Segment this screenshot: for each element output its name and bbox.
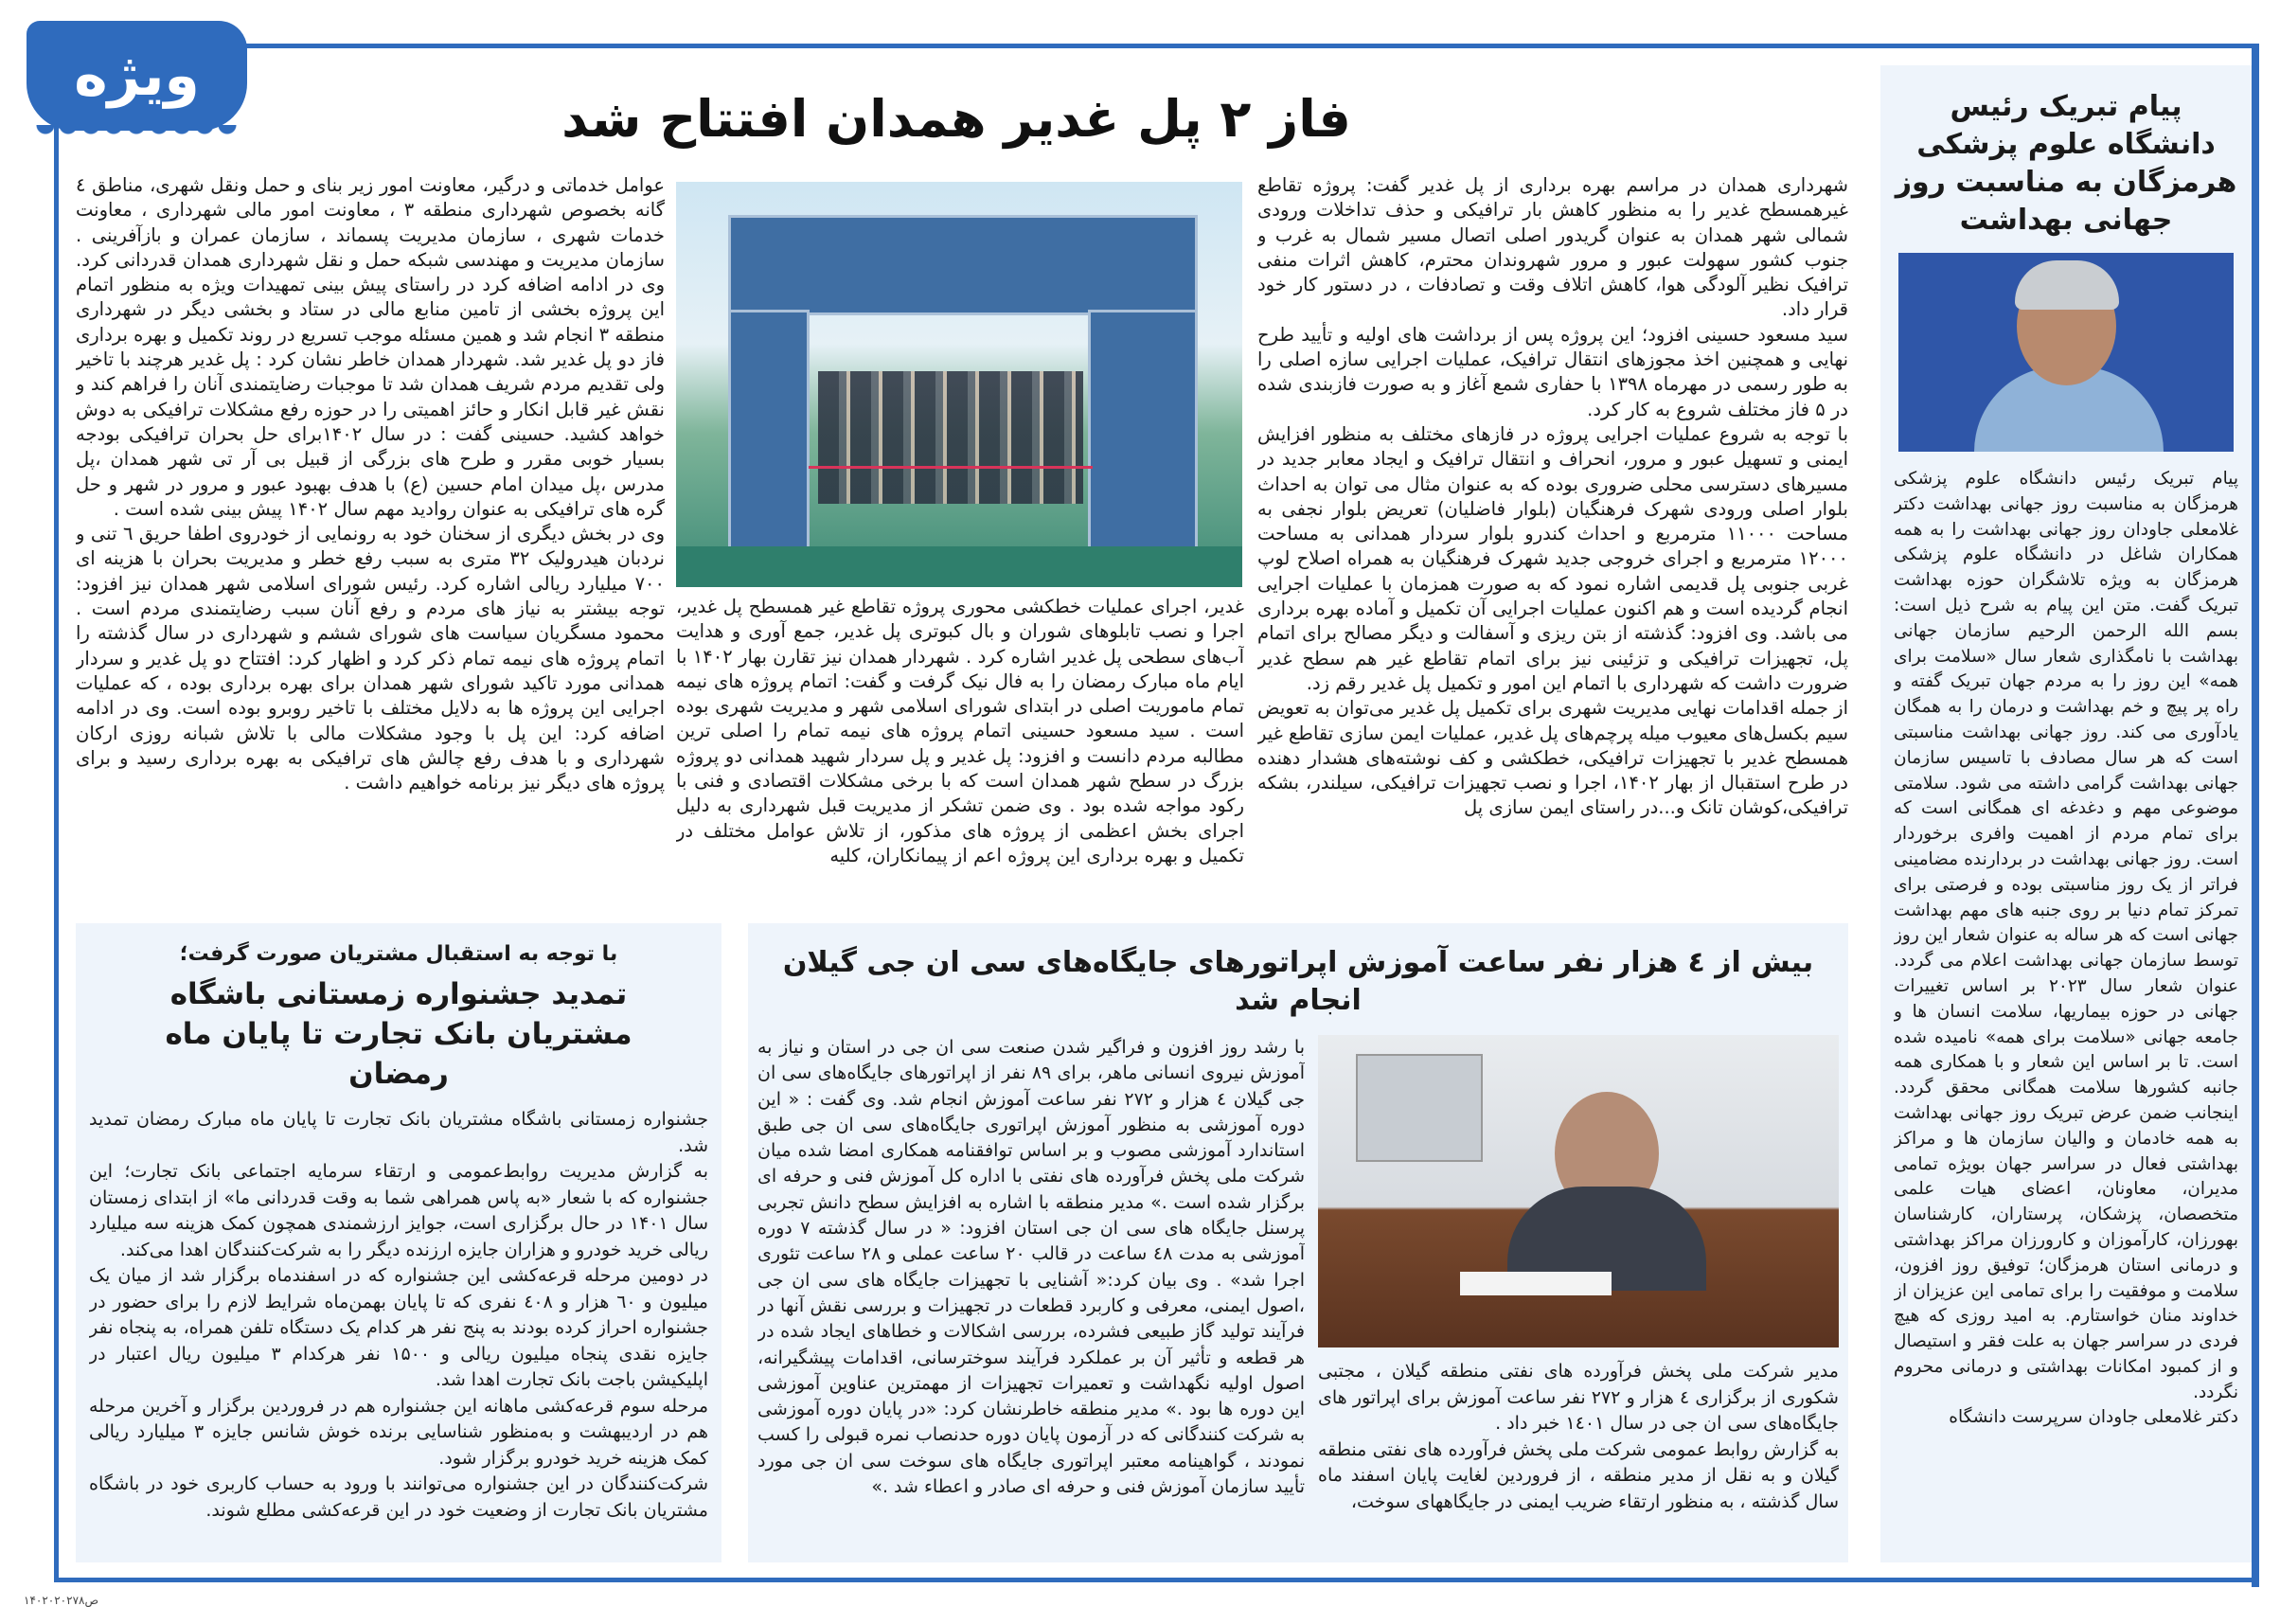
paragraph: مدیر شرکت ملی پخش فرآورده های نفتی منطقه گیلان ، مجتبی شکوری از برگزاری ٤ هزار و ۲۷۲ نفر ساعت آموزش برای اپراتور های جایگاه‌های سی ان جی در سال ۱٤۰۱ خبر داد . bbox=[1318, 1361, 1839, 1434]
paragraph: به گزارش روابط عمومی شرکت ملی پخش فرآورده های نفتی منطقه گیلان و به نقل از مدیر منطقه ، از فروردین لغایت پایان اسفند ماه سال گذشته ، به منظور ارتقاء ضریب ایمنی در جایگاههای سوخت، bbox=[1318, 1438, 1839, 1512]
article-headline: بیش از ٤ هزار نفر ساعت آموزش اپراتورهای جایگاه‌های سی ان جی گیلان انجام شد bbox=[782, 946, 1814, 1017]
article-kicker: با توجه به استقبال مشتریان صورت گرفت؛ bbox=[179, 942, 618, 966]
sidebar-title: پیام تبریک رئیس دانشگاه علوم پزشکی هرمزگان به مناسبت روز جهانی بهداشت bbox=[1895, 90, 2237, 237]
main-article-left-column bbox=[76, 173, 665, 901]
paragraph: با رشد روز افزون و فراگیر شدن صنعت سی ان جی در استان و نیاز به آموزش نیروی انسانی ماهر، برای ۸۹ نفر از اپراتورهای جایگاه‌های سی ان جی گیلان ٤ هزار و ۲۷۲ نفر ساعت آموزش انجام شد. وی گفت : « این دوره آموزشی به منظور آموزش اپراتوری جایگاه‌های سی ان جی طبق استاندارد آموزشی مصوب و بر اساس توافقنامه همکاری امضا شده میان شرکت ملی پخش فرآورده های نفتی با اداره کل آموزش فنی و حرفه ای برگزار شده است .» مدیر منطقه با اشاره به افزایش سطح دانش تجربی پرسنل جایگاه های سی ان جی استان افزود: « در سال گذشته ۷ دوره آموزشی به مدت ٤٨ ساعت در قالب ۲۰ ساعت عملی و ۲۸ ساعت تئوری اجرا شد» . وی بیان کرد:« آشنایی با تجهیزات جایگاه های سی ان جی ،اصول ایمنی، معرفی و کاربرد قطعات در تجهیزات و بررسی نقش آنها در فرآیند تولید گاز طبیعی فشرده، بررسی اشکالات و خطاهای ایجاد شده در هر قطعه و تأثیر آن بر عملکرد فرآیند سوخترسانی، اقدامات پیشگیرانه، اصول اولیه نگهداشت و تعمیرات تجهیزات از مهمترین عناوین آموزشی این دوره ها بود .» مدیر منطقه خاطرنشان کرد: «در پایان دوره آموزشی به شرکت کنندگانی که در آزمون پایان دوره حدنصاب نمره قبولی را کسب نمودند ، گواهینامه معتبر اپراتوری جایگاه های سوخت سی ان جی مورد تأیید سازمان آموزش فنی و حرفه ای صادر و اعطاء شد .» bbox=[757, 1037, 1305, 1498]
paragraph: به گزارش مدیریت روابط‌عمومی و ارتقاء سرمایه اجتماعی بانک تجارت؛ این جشنواره که با شعار «به پاس همراهی شما به وقت قدردانی ما» از ابتدای زمستان سال ۱۴۰۱ در حال برگزاری است، جوایز ارزشمندی همچون کمک هزینه سه میلیارد ریالی خرید خودرو و هزاران جایزه ارزنده دیگر را به شرکت‌کنندگان اهدا می‌کند. bbox=[89, 1161, 708, 1260]
paragraph: از جمله اقدامات نهایی مدیریت شهری برای تکمیل پل غدیر می‌توان به تعویض سیم بکسل‌های معیوب میله پرچم‌های پل غدیر، عملیات ایمن سازی تقاطع غیر همسطح غدیر با تجهیزات ترافیکی، خطکشی و کف نوشته‌های هشدار دهنده در طرح استقبال از بهار ۱۴۰۲، اجرا و نصب تجهیزات ترافیکی، سیلندر، بشکه ترافیکی،کوشان تانک و...در راستای ایمن سازی پل bbox=[1257, 697, 1848, 819]
bank-tejarat-article bbox=[76, 923, 721, 1562]
paragraph: وی در بخش دیگری از سخنان خود به رونمایی از خودروی اطفا حریق ٦ تنی و نردبان هیدرولیک ۳۲ متری به سبب رفع خطر و مدیریت بحران با هزینه ای ۷۰۰ میلیارد ریالی اشاره کرد. رئیس شورای اسلامی شهر همدان نیز افزود: توجه بیشتر به نیاز های مردم و رفع آنان سبب رضایتمندی مردم است . محمود مسگریان سیاست های شورای ششم و شهرداری در سال گذشته را اتمام پروژه های نیمه تمام ذکر کرد و اظهار کرد: افتتاح دو پل غدیر و سردار همدانی مورد تاکید شورای شهر همدان برای بهره برداری بوده ، که عملیات اجرایی این پروژه ها به دلایل مختلف با تاخیر روبرو بوده است. وی در ادامه اضافه کرد: این پل با وجود مشکلات مالی با تلاش شبانه روزی ارکان شهرداری و با هدف رفع چالش های ترافیکی به بهره برداری رسید و برای پروژه های دیگر نیز برنامه خواهیم داشت . bbox=[76, 523, 665, 794]
paragraph: در دومین مرحله قرعه‌کشی این جشنواره که در اسفندماه برگزار شد از میان یک میلیون و ٦٠ هزار و ٤٠٨ نفری که تا پایان بهمن‌ماه شرایط لازم را برای حضور در جشنواره احراز کرده بودند به پنج نفر هر کدام یک دستگاه تلفن همراه، به پنجاه نفر جایزه نقدی پنجاه میلیون ریالی و ۱۵۰۰ نفر هرکدام ۳ میلیون ریال اعتبار در اپلیکیشن باجت بانک تجارت اهدا شد. bbox=[89, 1265, 708, 1390]
cng-article-body bbox=[757, 1035, 1305, 1551]
article-headline: تمدید جشنواره زمستانی باشگاه مشتریان بانک تجارت تا پایان ماه رمضان bbox=[165, 977, 632, 1091]
bank-article-body bbox=[89, 1107, 708, 1549]
page-code: ص۱۴۰۲۰۲۰۲۷۸ bbox=[24, 1594, 98, 1607]
paragraph: پیام تبریک رئیس دانشگاه علوم پزشکی هرمزگان به مناسبت روز جهانی بهداشت دکتر غلامعلی جاودان روز جهانی بهداشت را به همه همکاران شاغل در دانشگاه علوم پزشکی هرمزگان به ویژه تلاشگران حوزه بهداشت تبریک گفت. متن این پیام به شرح ذیل است: بسم الله الرحمن الرحیم سازمان جهانی بهداشت با نامگذاری شعار سال «سلامت برای همه» این روز را به مردم جهان تبریک گفته و راه پر پیچ و خم بهداشت و درمان را به همگان یادآوری می کند. روز جهانی بهداشت مناسبتی است که هر سال مصادف با تاسیس سازمان جهانی بهداشت گرامی داشته می شود. سلامتی موضوعی مهم و دغدغه ای همگانی است که برای تمام مردم از اهمیت وافری برخوردار است. روز جهانی بهداشت در بردارنده مضامینی فراتر از یک روز مناسبتی بوده و فرصتی برای تمرکز تمام دنیا بر روی جنبه های مهم بهداشت جهانی است که هر ساله به عنوان شعار این روز توسط سازمان جهانی بهداشت اعلام می گردد. عنوان شعار سال ۲۰۲۳ بر اساس تغییرات جهانی در حوزه بیماریها، سلامت انسان ها و جامعه جهانی «سلامت برای همه» نامیده شده است. تا بر اساس این شعار و با همکاری همه جانبه کشورها سلامت همگانی محقق گردد. اینجانب ضمن عرض تبریک روز جهانی بهداشت به همه خادمان و والیان سازمان ها و مراکز بهداشتی فعال در سراسر جهان بویژه تمامی مدیران، معاونان، اعضای هیات علمی متخصصان، پزشکان، پرستاران، کارشناسان بهورزان، کارآموزان و کارورزان مراکز بهداشتی و درمانی استان هرمزگان؛ توفیق روز افزون، سلامت و موفقیت را برای تمامی این عزیزان از خداوند منان خواستارم. به امید روزی که هیچ فردی در سراسر جهان به علت فقر و استیصال و از کمبود امکانات بهداشتی و درمانی محروم نگردد. bbox=[1894, 469, 2238, 1402]
paragraph: شرکت‌کنندگان در این جشنواره می‌توانند با ورود به حساب کاربری خود در باشگاه مشتریان بانک تجارت از وضعیت خود در این قرعه‌کشی مطلع شوند. bbox=[89, 1473, 708, 1521]
main-headline: فاز ۲ پل غدیر همدان افتتاح شد bbox=[312, 81, 1600, 157]
paragraph: با توجه به شروع عملیات اجرایی پروژه در فازهای مختلف به منظور افزایش ایمنی و تسهیل عبور و مرور، انحراف و انتقال ترافیک و ایجاد معابر جدید در مسیرهای دسترسی محلی ضروری بوده که به عنوان مثال می توان به احداث بلوار اصلی ورودی شهرک فرهنگیان (بلوار فاضلیان) تعریض بلوار نجفی به مساحت ۱۱۰۰۰ مترمربع و احداث کندرو بلوار سردار همدانی به مساحت ۱۲۰۰۰ مترمربع و اجرای خروجی جدید شهرک فرهنگیان به همراه اصلاح لوپ غربی جنوبی پل قدیمی اشاره نمود که به صورت همزمان با عملیات اجرایی انجام گردیده است و هم اکنون عملیات اجرایی آن تکمیل و آماده بهره برداری می باشد. وی افزود: گذشته از بتن ریزی و آسفالت و دیگر مصالح برای اتمام پل، تجهیزات ترافیکی و تزئینی نیز برای اتمام تقاطع غیر هم سطح غدیر ضرورت داشت که شهرداری با اتمام این امور و تکمیل پل غدیر رقم زد. bbox=[1257, 422, 1848, 694]
paragraph: غدیر، اجرای عملیات خطکشی محوری پروژه تقاطع غیر همسطح پل غدیر، اجرا و نصب تابلوهای شوران و بال کبوتری پل غدیر، جمع آوری و هدایت آب‌های سطحی پل غدیر اشاره کرد . شهردار همدان نیز تقارن بهار ۱۴۰۲ با ایام ماه مبارک رمضان را به فال نیک گرفت و گفت: اتمام پروژه های نیمه تمام ماموریت اصلی در ابتدای شورای اسلامی شهر و مدیریت شهری بوده است . سید مسعود حسینی اتمام پروژه های نیمه تمام را اصلی ترین مطالبه مردم دانست و افزود: پل غدیر و پل سردار شهید همدانی دو پروژه بزرگ در سطح شهر همدان است که با برخی مشکلات اقتصادی و فنی با رکود مواجه شده بود . وی ضمن تشکر از مدیریت قبل شهرداری به دلیل اجرای بخش اعظمی از پروژه های مذکور، از تلاش عوامل مختلف در تکمیل و بهره برداری این پروژه اعم از پیمانکاران، کلیه bbox=[676, 596, 1244, 866]
main-article-right-column bbox=[1257, 173, 1848, 901]
ribbon-cutting-photo bbox=[676, 182, 1242, 587]
paragraph: مرحله سوم قرعه‌کشی ماهانه این جشنواره هم در فروردین برگزار و آخرین مرحله هم در اردیبهشت و به‌منظور شناسایی برنده خوش شانس جایزه ۳ میلیارد ریالی کمک هزینه خرید خودرو برگزار شود. bbox=[89, 1395, 708, 1469]
signature: دکتر غلامعلی جاودان سرپرست دانشگاه bbox=[1949, 1407, 2238, 1428]
cng-gilan-article bbox=[748, 923, 1848, 1562]
sidebar-body bbox=[1894, 467, 2238, 1544]
portrait-photo bbox=[1898, 253, 2234, 452]
paragraph: جشنواره زمستانی باشگاه مشتریان بانک تجارت تا پایان ماه مبارک رمضان تمدید شد. bbox=[89, 1109, 708, 1156]
section-tab-label: ویژه bbox=[74, 43, 200, 109]
sidebar-congratulation-message bbox=[1880, 65, 2252, 1562]
manager-at-desk-photo bbox=[1318, 1035, 1839, 1347]
paragraph: شهرداری همدان در مراسم بهره برداری از پل غدیر گفت: پروژه تقاطع غیرهمسطح غدیر را به منظور کاهش بار ترافیکی و حذف تداخلات ورودی شمالی شهر همدان به عنوان گریدور اصلی اتصال مسیر شمال به غرب و جنوب کشور سهولت عبور و مرور شهروندان محترم، کاهش اثرات منفی ترافیک نظیر آلودگی هوا، کاهش اتلاف وقت و تصادفات ، در دستور کار خود قرار داد. bbox=[1257, 174, 1848, 321]
page-frame-right bbox=[2252, 44, 2259, 1587]
cng-photo-caption bbox=[1318, 1359, 1839, 1551]
paragraph: عوامل خدماتی و درگیر، معاونت امور زیر بنای و حمل ونقل شهری، مناطق ٤ گانه بخصوص شهرداری منطقه ۳ ، معاونت امور مالی شهرداری ، معاونت خدمات شهری ، سازمان مدیریت پسماند ، سازمان عمران و بازآفرینی . سازمان مدیریت و مهندسی شبکه حمل و نقل شهرداری همدان قدردانی کرد. وی در ادامه اضافه کرد در راستای پیش بینی تمهیدات ویژه به منظور اتمام این پروژه بخشی از تامین منابع مالی در ستاد و بخشی دیگر در شهرداری منطقه ۳ انجام شد و همین مسئله موجب تسریع در روند تکمیل و بهره برداری فاز دو پل غدیر شد. شهردار همدان خاطر نشان کرد : پل غدیر هرچند با تاخیر ولی تقدیم مردم شریف همدان شد تا موجبات رضایتمندی آنان را فراهم کند و نقش غیر قابل انکار و حائز اهمیتی را در حوزه رفع مشکلات ترافیکی به دوش خواهد کشید. حسینی گفت : در سال ۱۴۰۲برای حل بحران ترافیکی بودجه بسیار خوبی مقرر و طرح های بزرگی از قبیل بی آر تی شهر همدان ،پل مدرس ،پل میدان امام حسین (ع) با هدف بهبود عبور و مرور در شهر و حل گره های ترافیکی به عنوان روادید مهم سال ۱۴۰۲ پیش بینی شده است . bbox=[76, 174, 665, 520]
paragraph: سید مسعود حسینی افزود؛ این پروژه پس از برداشت های اولیه و تأیید طرح نهایی و همچنین اخذ مجوزهای انتقال ترافیک، عملیات اجرایی سازه اصلی را به طور رسمی در مهرماه ۱۳۹۸ با حفاری شمع آغاز و به صورت فازبندی شده در ۵ فاز مختلف شروع به کار کرد. bbox=[1257, 323, 1848, 420]
main-article-middle-column bbox=[676, 595, 1244, 900]
section-tab bbox=[27, 21, 247, 131]
